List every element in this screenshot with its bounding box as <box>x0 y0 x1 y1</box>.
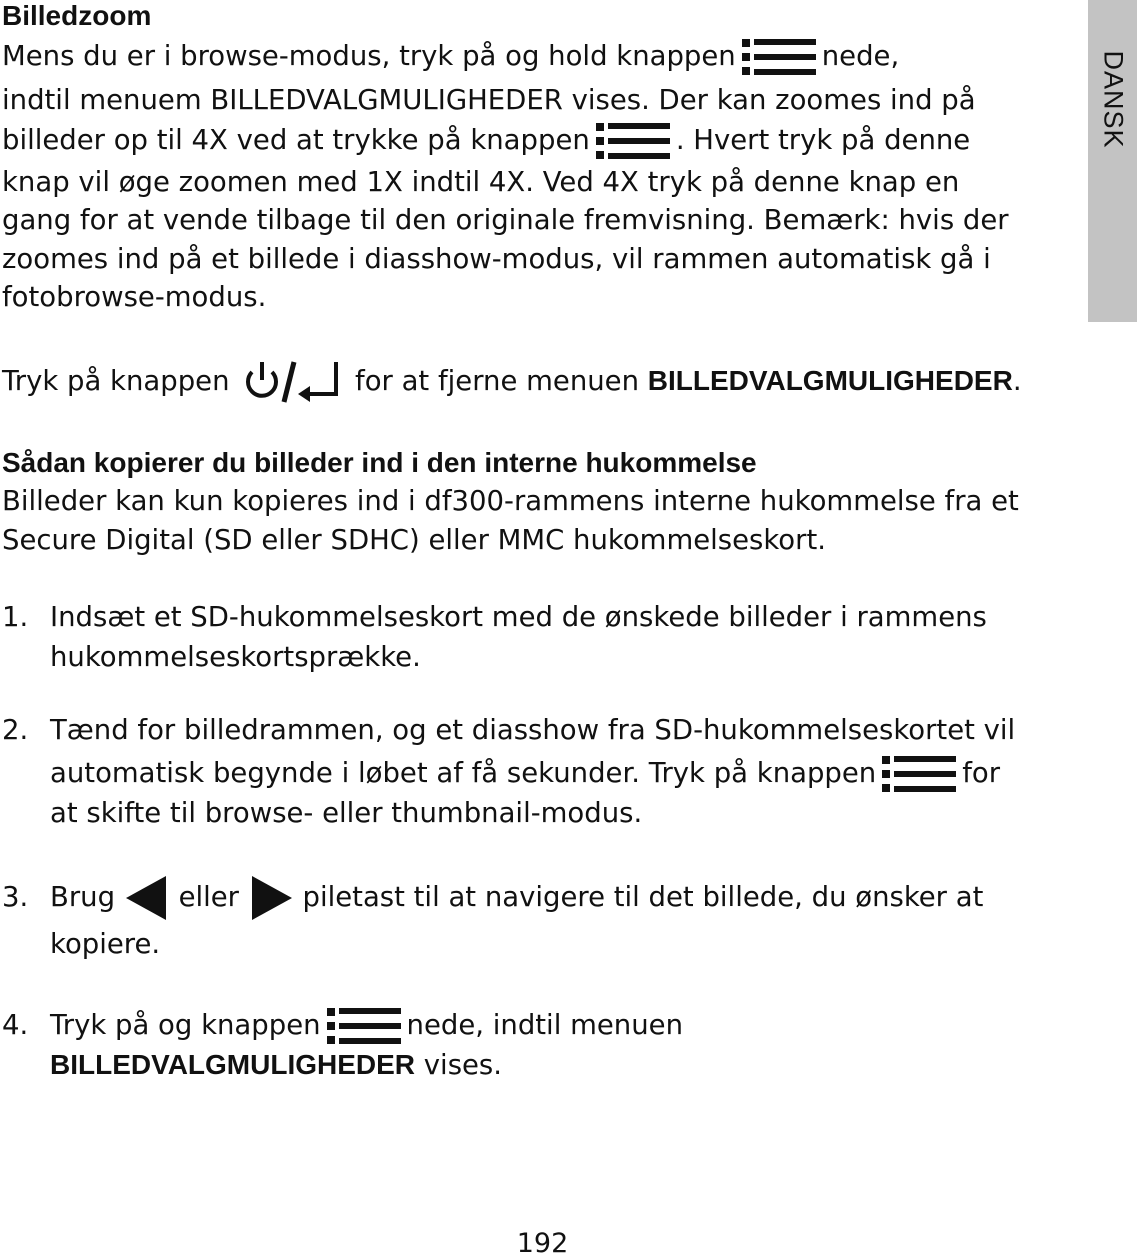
exit-menu-line: Tryk på knappen for at fjerne menuen BILLEDVALGMULIGHEDER. <box>2 360 1022 404</box>
step-number: 3. <box>2 881 29 913</box>
menu-list-icon <box>596 122 670 160</box>
menu-list-icon <box>327 1007 401 1045</box>
paragraph-line: Secure Digital (SD eller SDHC) eller MMC hukommelseskort. <box>2 524 826 556</box>
page-number: 192 <box>516 1228 569 1259</box>
paragraph-line: zoomes ind på et billede i diasshow-modus, vil rammen automatisk gå i <box>2 243 991 275</box>
manual-page: Billedzoom Mens du er i browse-modus, tryk på og hold knappen nede, indtil menuem BILLEDVALGMULIGHEDER vises. Der kan zoomes ind på billeder op til 4X ved at trykke på knappen . Hvert tryk på denne knap vil øge zoomen med 1X indtil 4X. Ved 4X tryk på denne knap en gang for at vende tilbage til den originale fremvisning. Bemærk: hvis der zoomes ind på et billede i diasshow-modus, vil rammen automatisk gå i fotobrowse-modus. Tryk på knappen for at fjerne menuen BILLEDVALGMULIGHEDER. Sådan kopierer du billeder ind i den interne hukommelse Billeder kan kun kopieres ind i df300-rammens interne hukommelse fra et Secure Digital (SD eller SDHC) eller MMC hukommelseskort. 1. Indsæt et SD-hukommelseskort med de ønskede billeder i rammens hukommelseskortsprække. 2. Tænd for billedrammen, og et diasshow fra SD-hukommelseskortet vil automatisk begynde i løbet af få sekunder. Tryk på knappen for at skifte til browse- eller thumbnail-modus. 3. Brug eller piletast til at navigere til det billede, du ønsker at kopiere. 4. Tryk på og knappen nede, indtil menuen BILLEDVALGMULIGHEDER vises. 192 <box>0 0 1085 1259</box>
language-tab <box>1088 0 1137 322</box>
section-heading-copy: Sådan kopierer du billeder ind i den interne hukommelse <box>2 447 757 478</box>
language-tab-label: DANSK <box>1098 50 1128 149</box>
power-enter-icon <box>242 360 342 404</box>
step-number: 4. <box>2 1009 29 1041</box>
paragraph-line: gang for at vende tilbage til den originale fremvisning. Bemærk: hvis der <box>2 204 1009 236</box>
paragraph-line: Billeder kan kun kopieres ind i df300-rammens interne hukommelse fra et <box>2 485 1019 517</box>
paragraph-line: Mens du er i browse-modus, tryk på og hold knappen nede, <box>2 36 899 76</box>
menu-list-icon <box>882 755 956 793</box>
paragraph-line: fotobrowse-modus. <box>2 281 267 313</box>
menu-list-icon <box>742 38 816 76</box>
left-arrow-icon <box>126 876 168 920</box>
step-number: 1. <box>2 601 29 633</box>
step-number: 2. <box>2 714 29 746</box>
right-arrow-icon <box>250 876 292 920</box>
section-heading-zoom: Billedzoom <box>2 0 152 31</box>
paragraph-line: indtil menuem BILLEDVALGMULIGHEDER vises. Der kan zoomes ind på <box>2 84 976 116</box>
paragraph-line: billeder op til 4X ved at trykke på knappen . Hvert tryk på denne <box>2 120 970 160</box>
paragraph-line: knap vil øge zoomen med 1X indtil 4X. Ved 4X tryk på denne knap en <box>2 166 960 198</box>
